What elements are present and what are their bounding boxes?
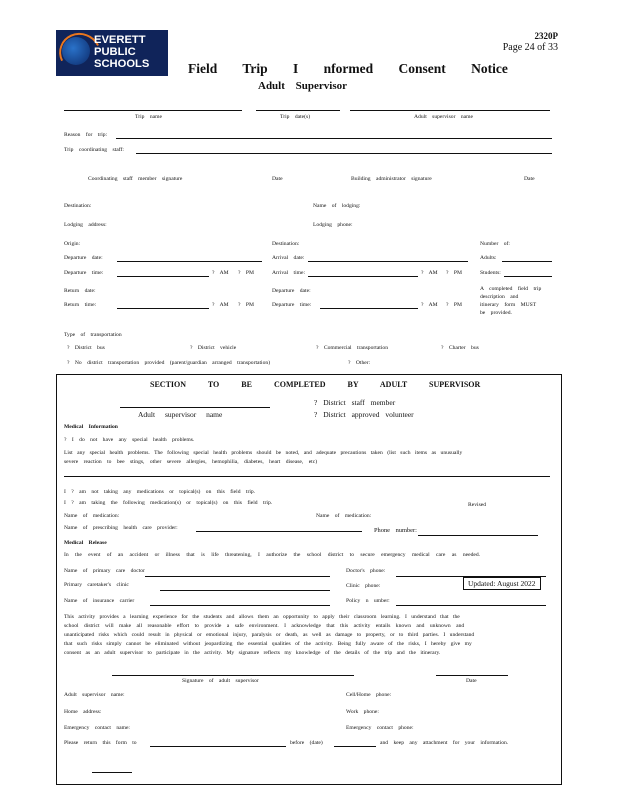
signature-label: Signature of adult supervisor <box>182 678 259 684</box>
arrival-time-line[interactable] <box>308 276 418 277</box>
primary-clinic-label: Primary caretaker's clinic <box>64 582 129 588</box>
health-care-provider-label: Name of prescribing health care provider: <box>64 525 178 531</box>
return-form-text-3: and keep any attachment for your information. <box>380 740 509 746</box>
adults-label: Adults: <box>480 255 497 261</box>
adult-supervisor-name-label: Adult supervisor name <box>414 114 473 120</box>
signature-date-label: Date <box>466 678 477 684</box>
special-health-text-1: List any special health problems. The following special health problems should be noted, and adequate precautions taken (list such items as unusually <box>64 450 463 456</box>
name-of-lodging-label: Name of lodging: <box>313 203 361 209</box>
work-phone-label: Work phone: <box>346 709 379 715</box>
am-checkbox-3[interactable]: ? AM <box>212 302 229 308</box>
coordinating-staff-label: Trip coordinating staff: <box>64 147 124 153</box>
not-taking-meds-checkbox[interactable]: I ? am not taking any medications or topical(s) on this field trip. <box>64 489 256 495</box>
lodging-address-label: Lodging address: <box>64 222 107 228</box>
students-line[interactable] <box>504 276 552 277</box>
return-form-text-2: before (date) <box>290 740 323 746</box>
pm-checkbox-1[interactable]: ? PM <box>238 270 254 276</box>
arrival-time-label: Arrival time: <box>272 270 306 276</box>
am-checkbox-4[interactable]: ? AM <box>421 302 438 308</box>
adults-line[interactable] <box>502 261 552 262</box>
emergency-contact-name-label: Emergency contact name: <box>64 725 130 731</box>
clinic-phone-label: Clinic phone: <box>346 583 381 589</box>
trip-name-label: Trip name <box>135 114 162 120</box>
departure-time2-line[interactable] <box>320 308 418 309</box>
doctors-phone-label: Doctor's phone: <box>346 568 386 574</box>
option-no-district-transport[interactable]: ? No district transportation provided (parent/guardian arranged transportation) <box>67 360 271 366</box>
health-care-provider-line[interactable] <box>196 531 362 532</box>
trip-dates-line[interactable] <box>256 110 340 111</box>
option-district-bus[interactable]: ? District bus <box>67 345 105 351</box>
cell-home-phone-label: Cell/Home phone: <box>346 692 392 698</box>
option-commercial[interactable]: ? Commercial transportation <box>316 345 388 351</box>
insurance-carrier-label: Name of insurance carrier <box>64 598 135 604</box>
release-text: In the event of an accident or illness that is life threatening, I authorize the school district to secure emergency medical care as needed. <box>64 552 481 558</box>
option-district-vehicle[interactable]: ? District vehicle <box>190 345 237 351</box>
am-checkbox-1[interactable]: ? AM <box>212 270 229 276</box>
section-title: SECTION TO BE COMPLETED BY ADULT SUPERVISOR <box>150 380 481 389</box>
signature-date-line[interactable] <box>436 675 508 676</box>
pm-checkbox-3[interactable]: ? PM <box>238 302 254 308</box>
medication-2-label: Name of medication: <box>316 513 372 519</box>
trip-dates-label: Trip date(s) <box>280 114 311 120</box>
origin-label: Origin: <box>64 241 81 247</box>
number-of-label: Number of: <box>480 241 510 247</box>
destination-label: Destination: <box>64 203 92 209</box>
adult-supervisor-name2-label: Adult supervisor name: <box>64 692 125 698</box>
medical-release-heading: Medical Release <box>64 540 107 546</box>
arrival-date-label: Arrival date: <box>272 255 305 261</box>
reason-line[interactable] <box>116 138 552 139</box>
am-checkbox-2[interactable]: ? AM <box>421 270 438 276</box>
reason-label: Reason for trip: <box>64 132 108 138</box>
form-number: 2320P <box>534 31 558 41</box>
adult-supervisor-name-line[interactable] <box>350 110 550 111</box>
option-charter-bus[interactable]: ? Charter bus <box>441 345 479 351</box>
return-time-label: Return time: <box>64 302 97 308</box>
primary-care-doctor-label: Name of primary care doctor <box>64 568 145 574</box>
lodging-phone-label: Lodging phone: <box>313 222 353 228</box>
policy-number-label: Policy n umber: <box>346 598 390 604</box>
pm-checkbox-2[interactable]: ? PM <box>446 270 462 276</box>
return-date-line[interactable] <box>334 746 376 747</box>
departure-time-line[interactable] <box>117 276 209 277</box>
date-label-1: Date <box>272 176 283 182</box>
departure-date-label: Departure date: <box>64 255 103 261</box>
departure-date-line[interactable] <box>117 261 262 262</box>
pm-checkbox-4[interactable]: ? PM <box>446 302 462 308</box>
taking-meds-checkbox[interactable]: I ? am taking the following medication(s) or topical(s) on this field trip. <box>64 500 273 506</box>
return-date-label: Return date: <box>64 288 96 294</box>
coordinating-signature-label: Coordinating staff member signature <box>88 176 183 182</box>
page-title: Field Trip I nformed Consent Notice <box>188 61 508 76</box>
no-health-problems-checkbox[interactable]: ? I do not have any special health problems. <box>64 437 195 443</box>
building-admin-signature-label: Building administrator signature <box>351 176 432 182</box>
page-subtitle: Adult Supervisor <box>258 80 347 92</box>
health-problems-line[interactable] <box>64 476 550 477</box>
footer-rule <box>92 772 132 773</box>
medical-info-heading: Medical Information <box>64 424 118 430</box>
logo-text: EVERETT PUBLIC SCHOOLS <box>94 34 150 70</box>
departure-time-label: Departure time: <box>64 270 104 276</box>
adult-supervisor-name-line-2[interactable] <box>120 407 270 408</box>
signature-line[interactable] <box>112 675 354 676</box>
departure-time2-label: Departure time: <box>272 302 312 308</box>
date-label-2: Date <box>524 176 535 182</box>
home-address-label: Home address: <box>64 709 102 715</box>
coordinating-staff-line[interactable] <box>136 153 552 154</box>
option-other[interactable]: ? Other: <box>348 360 371 366</box>
adult-supervisor-name-field: Adult supervisor name <box>138 410 223 419</box>
emergency-contact-phone-label: Emergency contact phone: <box>346 725 414 731</box>
insurance-carrier-line[interactable] <box>150 605 330 606</box>
return-form-text-1: Please return this form to <box>64 740 137 746</box>
option-approved-volunteer[interactable]: ? District approved volunteer <box>314 410 414 419</box>
primary-care-doctor-line[interactable] <box>145 576 330 577</box>
phone-number-label: Phone number: <box>374 527 417 534</box>
revised-label: Revised <box>468 502 487 508</box>
medication-1-label: Name of medication: <box>64 513 120 519</box>
transportation-label: Type of transportation <box>64 332 122 338</box>
updated-badge: Updated: August 2022 <box>463 577 541 590</box>
return-time-line[interactable] <box>117 308 209 309</box>
page-number: Page 24 of 33 <box>502 42 558 53</box>
phone-number-line[interactable] <box>418 535 538 536</box>
arrival-date-line[interactable] <box>308 261 468 262</box>
return-to-line[interactable] <box>150 746 286 747</box>
destination2-label: Destination: <box>272 241 300 247</box>
primary-clinic-line[interactable] <box>160 590 330 591</box>
departure-date2-label: Departure date: <box>272 288 311 294</box>
trip-name-line[interactable] <box>64 110 242 111</box>
option-district-staff[interactable]: ? District staff member <box>314 398 396 407</box>
special-health-text-2: severe reaction to bee stings, other severe allergies, hemophilia, diabetes, heart disease, etc) <box>64 459 318 465</box>
district-logo <box>56 30 168 76</box>
policy-number-line[interactable] <box>396 605 546 606</box>
students-label: Students: <box>480 270 501 276</box>
